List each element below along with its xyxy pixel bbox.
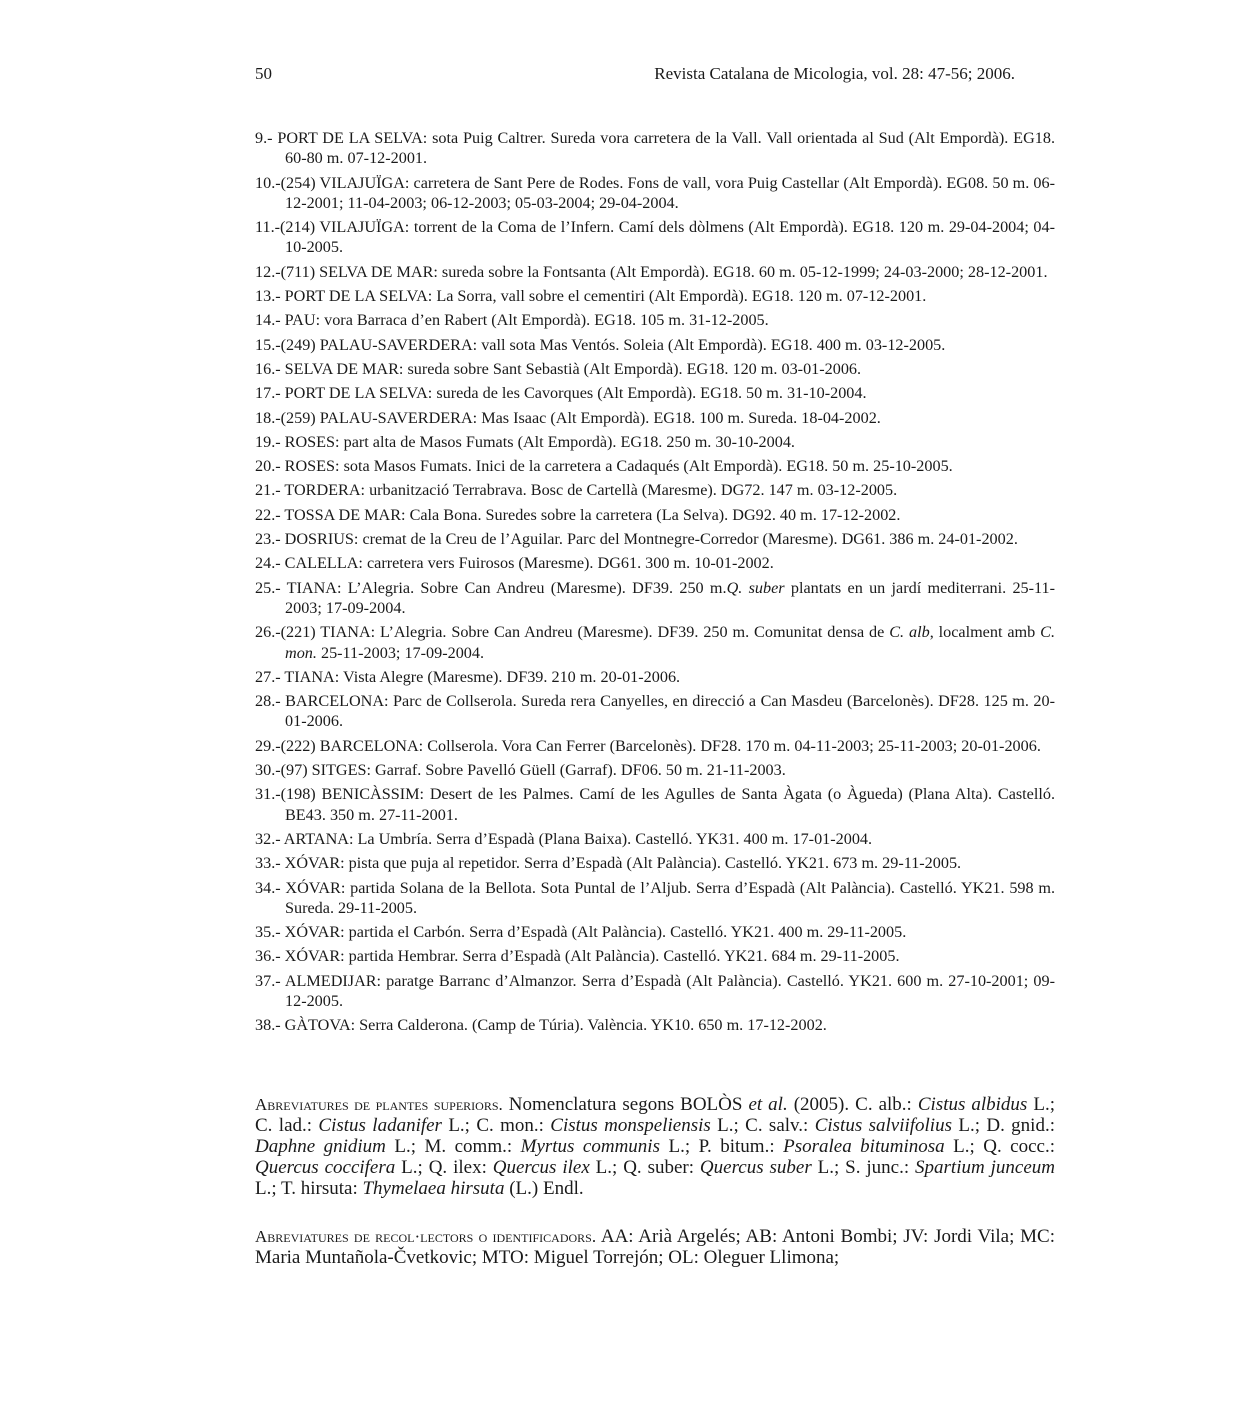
text-run: 11.-(214) VILAJUÏGA: torrent de la Coma de l’Infern. Camí dels dòlmens (Alt Empordà). EG18. 120 m. 29-04-2004; 04-10-2005. xyxy=(255,218,1055,257)
italic-text: Cistus monspeliensis xyxy=(550,1115,711,1136)
italic-text: Cistus salviifolius xyxy=(814,1115,952,1136)
text-run: plantats en un jardí mediterrani. 25-11-2003; 17-09-2004. xyxy=(285,578,1056,617)
collector-abbreviations-heading: Abreviatures de recol·lectors o identificadors. xyxy=(255,1227,597,1246)
text-run: Nomenclatura segons BOLÒS xyxy=(502,1094,749,1115)
italic-text: Thymelaea hirsuta xyxy=(362,1178,505,1199)
text-run: L.; S. junc.: xyxy=(811,1157,916,1178)
text-run: L.; C. mon.: xyxy=(441,1115,551,1136)
italic-text: Cistus ladanifer xyxy=(318,1115,442,1136)
locality-entry xyxy=(255,622,1055,663)
italic-text: Quercus ilex xyxy=(492,1157,590,1178)
locality-entry xyxy=(255,578,1055,619)
locality-entry xyxy=(255,691,1055,732)
italic-text: C. mon. xyxy=(285,623,1055,662)
italic-text: Quercus suber xyxy=(699,1157,812,1178)
locality-entry xyxy=(255,310,1055,330)
locality-entry xyxy=(255,217,1055,258)
locality-entry xyxy=(255,878,1055,919)
text-run: 10.-(254) VILAJUÏGA: carretera de Sant Pere de Rodes. Fons de vall, vora Puig Castellar (Alt Empordà). EG08. 50 m. 06-12-2001; 11-04-2003; 06-12-2003; 05-03-2004; 29-04-2004. xyxy=(255,173,1055,212)
locality-entry xyxy=(255,128,1055,169)
locality-entry xyxy=(255,262,1055,282)
italic-text: Quercus coccifera xyxy=(255,1157,396,1178)
text-run: , localment amb xyxy=(929,623,1041,642)
locality-entry xyxy=(255,286,1055,306)
italic-text: C. alb xyxy=(889,623,930,642)
text-run: 22.- TOSSA DE MAR: Cala Bona. Suredes sobre la carretera (La Selva). DG92. 40 m. 17-12-2002. xyxy=(255,505,901,524)
text-run: (L.) Endl. xyxy=(504,1178,584,1199)
text-run: 19.- ROSES: part alta de Masos Fumats (Alt Empordà). EG18. 250 m. 30-10-2004. xyxy=(255,432,795,451)
text-run: 21.- TORDERA: urbanització Terrabrava. Bosc de Cartellà (Maresme). DG72. 147 m. 03-12-2005. xyxy=(255,481,898,500)
text-run: 30.-(97) SITGES: Garraf. Sobre Pavelló Güell (Garraf). DF06. 50 m. 21-11-2003. xyxy=(255,761,786,780)
text-run: AA: Arià Argelés; AB: Antoni Bombi; JV: Jordi Vila; MC: Maria Muntañola-Čvetkovic; MTO: Miguel Torrejón; OL: Oleguer Llimona; xyxy=(255,1226,1055,1268)
text-run: 17.- PORT DE LA SELVA: sureda de les Cavorques (Alt Empordà). EG18. 50 m. 31-10-2004. xyxy=(255,384,867,403)
locality-entry xyxy=(255,359,1055,379)
text-run: L.; Q. suber: xyxy=(589,1157,700,1178)
text-run: 14.- PAU: vora Barraca d’en Rabert (Alt Empordà). EG18. 105 m. 31-12-2005. xyxy=(255,311,769,330)
italic-text: Cistus albidus xyxy=(917,1094,1028,1115)
locality-entry xyxy=(255,456,1055,476)
text-run: 25-11-2003; 17-09-2004. xyxy=(316,643,485,662)
locality-entry xyxy=(255,173,1055,214)
locality-entry xyxy=(255,553,1055,573)
italic-text: Psoralea bituminosa xyxy=(783,1136,945,1157)
locality-entry xyxy=(255,760,1055,780)
text-run: 24.- CALELLA: carretera vers Fuirosos (Maresme). DG61. 300 m. 10-01-2002. xyxy=(255,554,774,573)
locality-entry xyxy=(255,946,1055,966)
locality-entry xyxy=(255,383,1055,403)
text-run: (2005). C. alb.: xyxy=(787,1094,918,1115)
locality-entry xyxy=(255,480,1055,500)
italic-text: et al. xyxy=(748,1094,788,1115)
text-run: L.; P. bitum.: xyxy=(659,1136,784,1157)
text-run: 20.- ROSES: sota Masos Fumats. Inici de la carretera a Cadaqués (Alt Empordà). EG18. 50 m. 25-10-2005. xyxy=(255,457,953,476)
italic-text: Daphne gnidium xyxy=(255,1136,386,1157)
text-run: L.; Q. cocc.: xyxy=(944,1136,1055,1157)
text-run: 28.- BARCELONA: Parc de Collserola. Sureda rera Canyelles, en direcció a Can Masdeu (Barcelonès). DF28. 125 m. 20-01-2006. xyxy=(255,692,1055,731)
text-run: 18.-(259) PALAU-SAVERDERA: Mas Isaac (Alt Empordà). EG18. 100 m. Sureda. 18-04-2002. xyxy=(255,408,881,427)
text-run: 23.- DOSRIUS: cremat de la Creu de l’Aguilar. Parc del Montnegre-Corredor (Maresme). DG61. 386 m. 24-01-2002. xyxy=(255,530,1018,549)
text-run: 15.-(249) PALAU-SAVERDERA: vall sota Mas Ventós. Soleia (Alt Empordà). EG18. 400 m. 03-12-2005. xyxy=(255,335,946,354)
text-run: 29.-(222) BARCELONA: Collserola. Vora Can Ferrer (Barcelonès). DF28. 170 m. 04-11-2003; 25-11-2003; 20-01-2006. xyxy=(255,736,1041,755)
locality-entry xyxy=(255,408,1055,428)
italic-text: Spartium junceum xyxy=(915,1157,1055,1178)
locality-entry xyxy=(255,667,1055,687)
locality-entry xyxy=(255,432,1055,452)
text-run: 16.- SELVA DE MAR: sureda sobre Sant Sebastià (Alt Empordà). EG18. 120 m. 03-01-2006. xyxy=(255,359,862,378)
collector-abbreviations xyxy=(255,1226,1055,1268)
text-run: 35.- XÓVAR: partida el Carbón. Serra d’Espadà (Alt Palància). Castelló. YK21. 400 m. 29-11-2005. xyxy=(255,923,907,942)
text-run: 38.- GÀTOVA: Serra Calderona. (Camp de Túria). València. YK10. 650 m. 17-12-2002. xyxy=(255,1016,827,1035)
locality-entry xyxy=(255,1015,1055,1035)
page-number: 50 xyxy=(255,64,272,83)
text-run: 25.- TIANA: L’Alegria. Sobre Can Andreu (Maresme). DF39. 250 m. xyxy=(255,578,727,597)
text-run: L.; Q. ilex: xyxy=(395,1157,493,1178)
locality-list xyxy=(255,128,1055,1040)
locality-entry xyxy=(255,335,1055,355)
text-run: L.; T. hirsuta: xyxy=(255,1178,363,1199)
text-run: 37.- ALMEDIJAR: paratge Barranc d’Almanzor. Serra d’Espadà (Alt Palància). Castelló. YK21. 600 m. 27-10-2001; 09-12-2005. xyxy=(255,971,1055,1010)
italic-text: Q. suber xyxy=(726,578,785,597)
text-run: L.; C. lad.: xyxy=(255,1094,1055,1136)
text-run: 13.- PORT DE LA SELVA: La Sorra, vall sobre el cementiri (Alt Empordà). EG18. 120 m. 07-12-2001. xyxy=(255,287,927,306)
running-header xyxy=(255,64,1015,88)
text-run: 32.- ARTANA: La Umbría. Serra d’Espadà (Plana Baixa). Castelló. YK31. 400 m. 17-01-2004. xyxy=(255,829,873,848)
text-run: 36.- XÓVAR: partida Hembrar. Serra d’Espadà (Alt Palància). Castelló. YK21. 684 m. 29-11-2005. xyxy=(255,947,900,966)
plant-abbreviations xyxy=(255,1094,1055,1199)
journal-citation: Revista Catalana de Micologia, vol. 28: 47-56; 2006. xyxy=(654,64,1015,83)
plant-abbreviations-heading: Abreviatures de plantes superiors. xyxy=(255,1095,503,1114)
text-run: 34.- XÓVAR: partida Solana de la Bellota. Sota Puntal de l’Aljub. Serra d’Espadà (Alt Palància). Castelló. YK21. 598 m. Sureda. 29-11-2005. xyxy=(255,878,1055,917)
locality-entry xyxy=(255,736,1055,756)
locality-entry xyxy=(255,829,1055,849)
text-run: L.; C. salv.: xyxy=(710,1115,815,1136)
locality-entry xyxy=(255,529,1055,549)
text-run: 12.-(711) SELVA DE MAR: sureda sobre la Fontsanta (Alt Empordà). EG18. 60 m. 05-12-1999; 24-03-2000; 28-12-2001. xyxy=(255,262,1048,281)
text-run: L.; M. comm.: xyxy=(385,1136,521,1157)
text-run: 33.- XÓVAR: pista que puja al repetidor. Serra d’Espadà (Alt Palància). Castelló. YK21. 673 m. 29-11-2005. xyxy=(255,854,962,873)
locality-entry xyxy=(255,853,1055,873)
text-run: 26.-(221) TIANA: L’Alegria. Sobre Can Andreu (Maresme). DF39. 250 m. Comunitat densa de xyxy=(255,623,890,642)
text-run: 27.- TIANA: Vista Alegre (Maresme). DF39. 210 m. 20-01-2006. xyxy=(255,667,681,686)
text-run: 9.- PORT DE LA SELVA: sota Puig Caltrer. Sureda vora carretera de la Vall. Vall orientada al Sud (Alt Empordà). EG18. 60-80 m. 07-12-2001. xyxy=(255,129,1055,168)
italic-text: Myrtus communis xyxy=(520,1136,660,1157)
locality-entry xyxy=(255,922,1055,942)
locality-entry xyxy=(255,971,1055,1012)
text-run: L.; D. gnid.: xyxy=(951,1115,1055,1136)
locality-entry xyxy=(255,784,1055,825)
text-run: 31.-(198) BENICÀSSIM: Desert de les Palmes. Camí de les Agulles de Santa Àgata (o Àgueda) (Plana Alta). Castelló. BE43. 350 m. 27-11-2001. xyxy=(255,785,1055,824)
locality-entry xyxy=(255,505,1055,525)
